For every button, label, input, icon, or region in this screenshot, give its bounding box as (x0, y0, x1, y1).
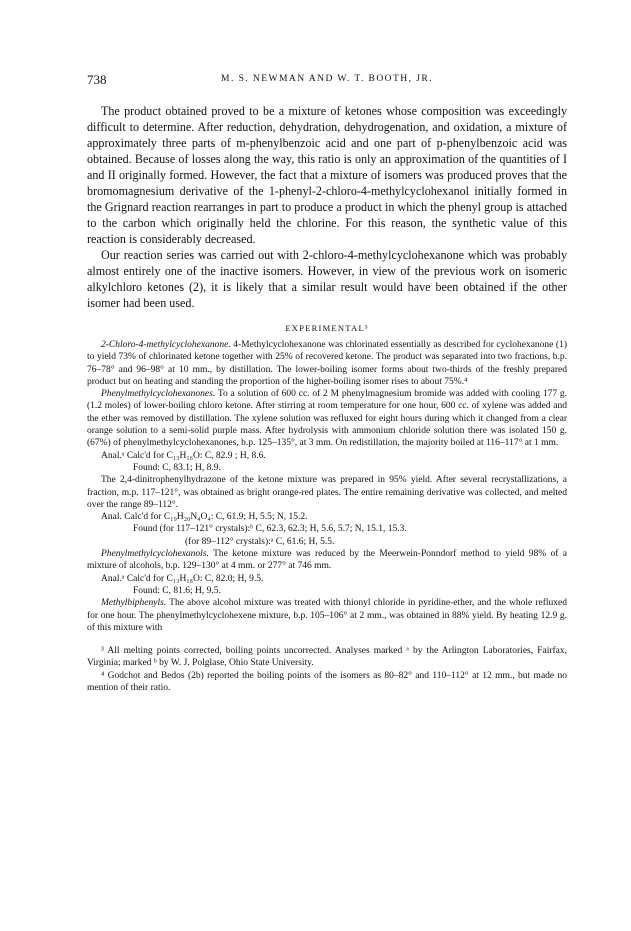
footnotes (87, 645, 567, 694)
running-head: M. S. NEWMAN AND W. T. BOOTH, JR. (221, 73, 433, 84)
analysis-calculated: Anal.ᵃ Calc'd for C₁₃H₁₈O: C, 82.0; H, 9.5. (101, 573, 264, 584)
article-body (87, 103, 567, 694)
analysis-calculated: Anal.ᵃ Calc'd for C₁₃H₁₆O: C, 82.9 ; H, 8.6. (101, 450, 266, 461)
section-heading-experimental: EXPERIMENTAL³ (285, 323, 369, 333)
procedure-dinitrophenylhydrazone: The 2,4-dinitrophenylhydrazone of the ketone mixture was prepared in 95% yield. After several recrystallizations, a fraction, m.p. 117–121°, was obtained as bright orange-red plates. The entire remaining derivative was collected, and melted over the range 89–112°. (87, 475, 567, 510)
procedure-text: The ketone mixture was reduced by the Meerwein-Ponndorf method to yield 98% of a mixture of alcohols, b.p. 129–130° at 4 mm. or 277° at 746 mm. (87, 549, 567, 572)
footnote-4: ⁴ Godchot and Bedos (2b) reported the boiling points of the isomers as 80–82° and 110–112° at 12 mm., but made no mention of their ratio. (87, 670, 567, 694)
analysis-found: (for 89–112° crystals):ᵃ C, 61.6; H, 5.5. (185, 536, 335, 547)
intro-paragraph-1: The product obtained proved to be a mixture of ketones whose composition was exceedingly difficult to determine. After reduction, dehydration, dehydrogenation, and oxidation, a mixture of approximately three parts of m-phenylbenzoic acid and one part of p-phenylbenzoic acid was obtained. Because of losses along the way, this ratio is only an approximation of the quantities of I and II originally formed. However, the fact that a mixture of isomers was produced proves that the bromomagnesium derivative of the 1-phenyl-2-chloro-4-methylcyclohexanol initially formed in the Grignard reaction rearranges in part to produce a product in which the phenyl group is attached to the carbon which originally held the chlorine. For this reason, the synthetic value of this reaction is considerably decreased. (87, 104, 567, 246)
procedure-text: To a solution of 600 cc. of 2 M phenylmagnesium bromide was added with cooling 177 g. (1.2 moles) of lower-boiling chloro ketone. After stirring at room temperature for one hour, 600 cc. of xylene was added and the ether was removed by distillation. The xylene solution was refluxed for eight hours during which it changed from a clear orange solution to a semi-solid purple mass. After hydrolysis with ammonium chloride solution there was isolated 150 g. (67%) of phenylmethylcyclohexanones, b.p. 125–135°, at 3 mm. On redistillation, the majority boiled at 116–117° at 1 mm. (87, 389, 567, 449)
procedure-phenylmethylcyclohexanols (87, 548, 567, 573)
procedure-text: The above alcohol mixture was treated with thionyl chloride in pyridine-ether, and the whole refluxed for one hour. The phenylmethylcyclohexene mixture, b.p. 105–106° at 2 mm., was obtained in 88% yield. By heating 12.9 g. of this mixture with (87, 598, 567, 633)
analysis-found: Found: C, 83.1; H, 8.9. (133, 462, 221, 473)
procedure-methylbiphenyls (87, 597, 567, 634)
procedure-title: Methylbiphenyls. (101, 598, 167, 609)
analysis-calculated: Anal. Calc'd for C₁₉H₂₀N₄O₄: C, 61.9; H, 5.5; N, 15.2. (101, 512, 308, 523)
page-header (87, 72, 567, 88)
procedure-chloroketone (87, 339, 567, 388)
procedure-title: Phenylmethylcyclohexanones. (101, 389, 216, 400)
footnote-3: ³ All melting points corrected, boiling points uncorrected. Analyses marked ᵃ by the Arlington Laboratories, Fairfax, Virginia; marked ᵇ by W. J. Polglase, Ohio State University. (87, 646, 567, 669)
analysis-found: Found (for 117–121° crystals):ᵇ C, 62.3, 62.3; H, 5.6, 5.7; N, 15.1, 15.3. (133, 524, 407, 535)
analysis-found: Found: C, 81.6; H, 9.5. (133, 585, 221, 596)
procedure-phenylmethylcyclohexanones (87, 388, 567, 449)
intro-paragraph-2: Our reaction series was carried out with 2-chloro-4-methylcyclohexanone which was probably almost entirely one of the inactive isomers. However, in view of the previous work on isomeric alkylchloro ketones (2), it is likely that a similar result would have been obtained if the other isomer had been used. (87, 248, 567, 310)
procedure-title: Phenylmethylcyclohexanols. (101, 549, 209, 560)
procedure-text: 4-Methylcyclohexanone was chlorinated essentially as described for cyclohexanone (1) to yield 73% of chlorinated ketone together with 25% of recovered ketone. The product was separated into two fractions, b.p. 76–78° and 96–98° at 10 mm., by distillation. The lower-boiling isomer forms about two-thirds of the freshly prepared product but on heating and standing the proportion of the higher-boiling isomer rises to about 75%.⁴ (87, 340, 567, 387)
page-number: 738 (87, 72, 107, 87)
procedure-title: 2-Chloro-4-methylcyclohexanone. (101, 340, 231, 350)
